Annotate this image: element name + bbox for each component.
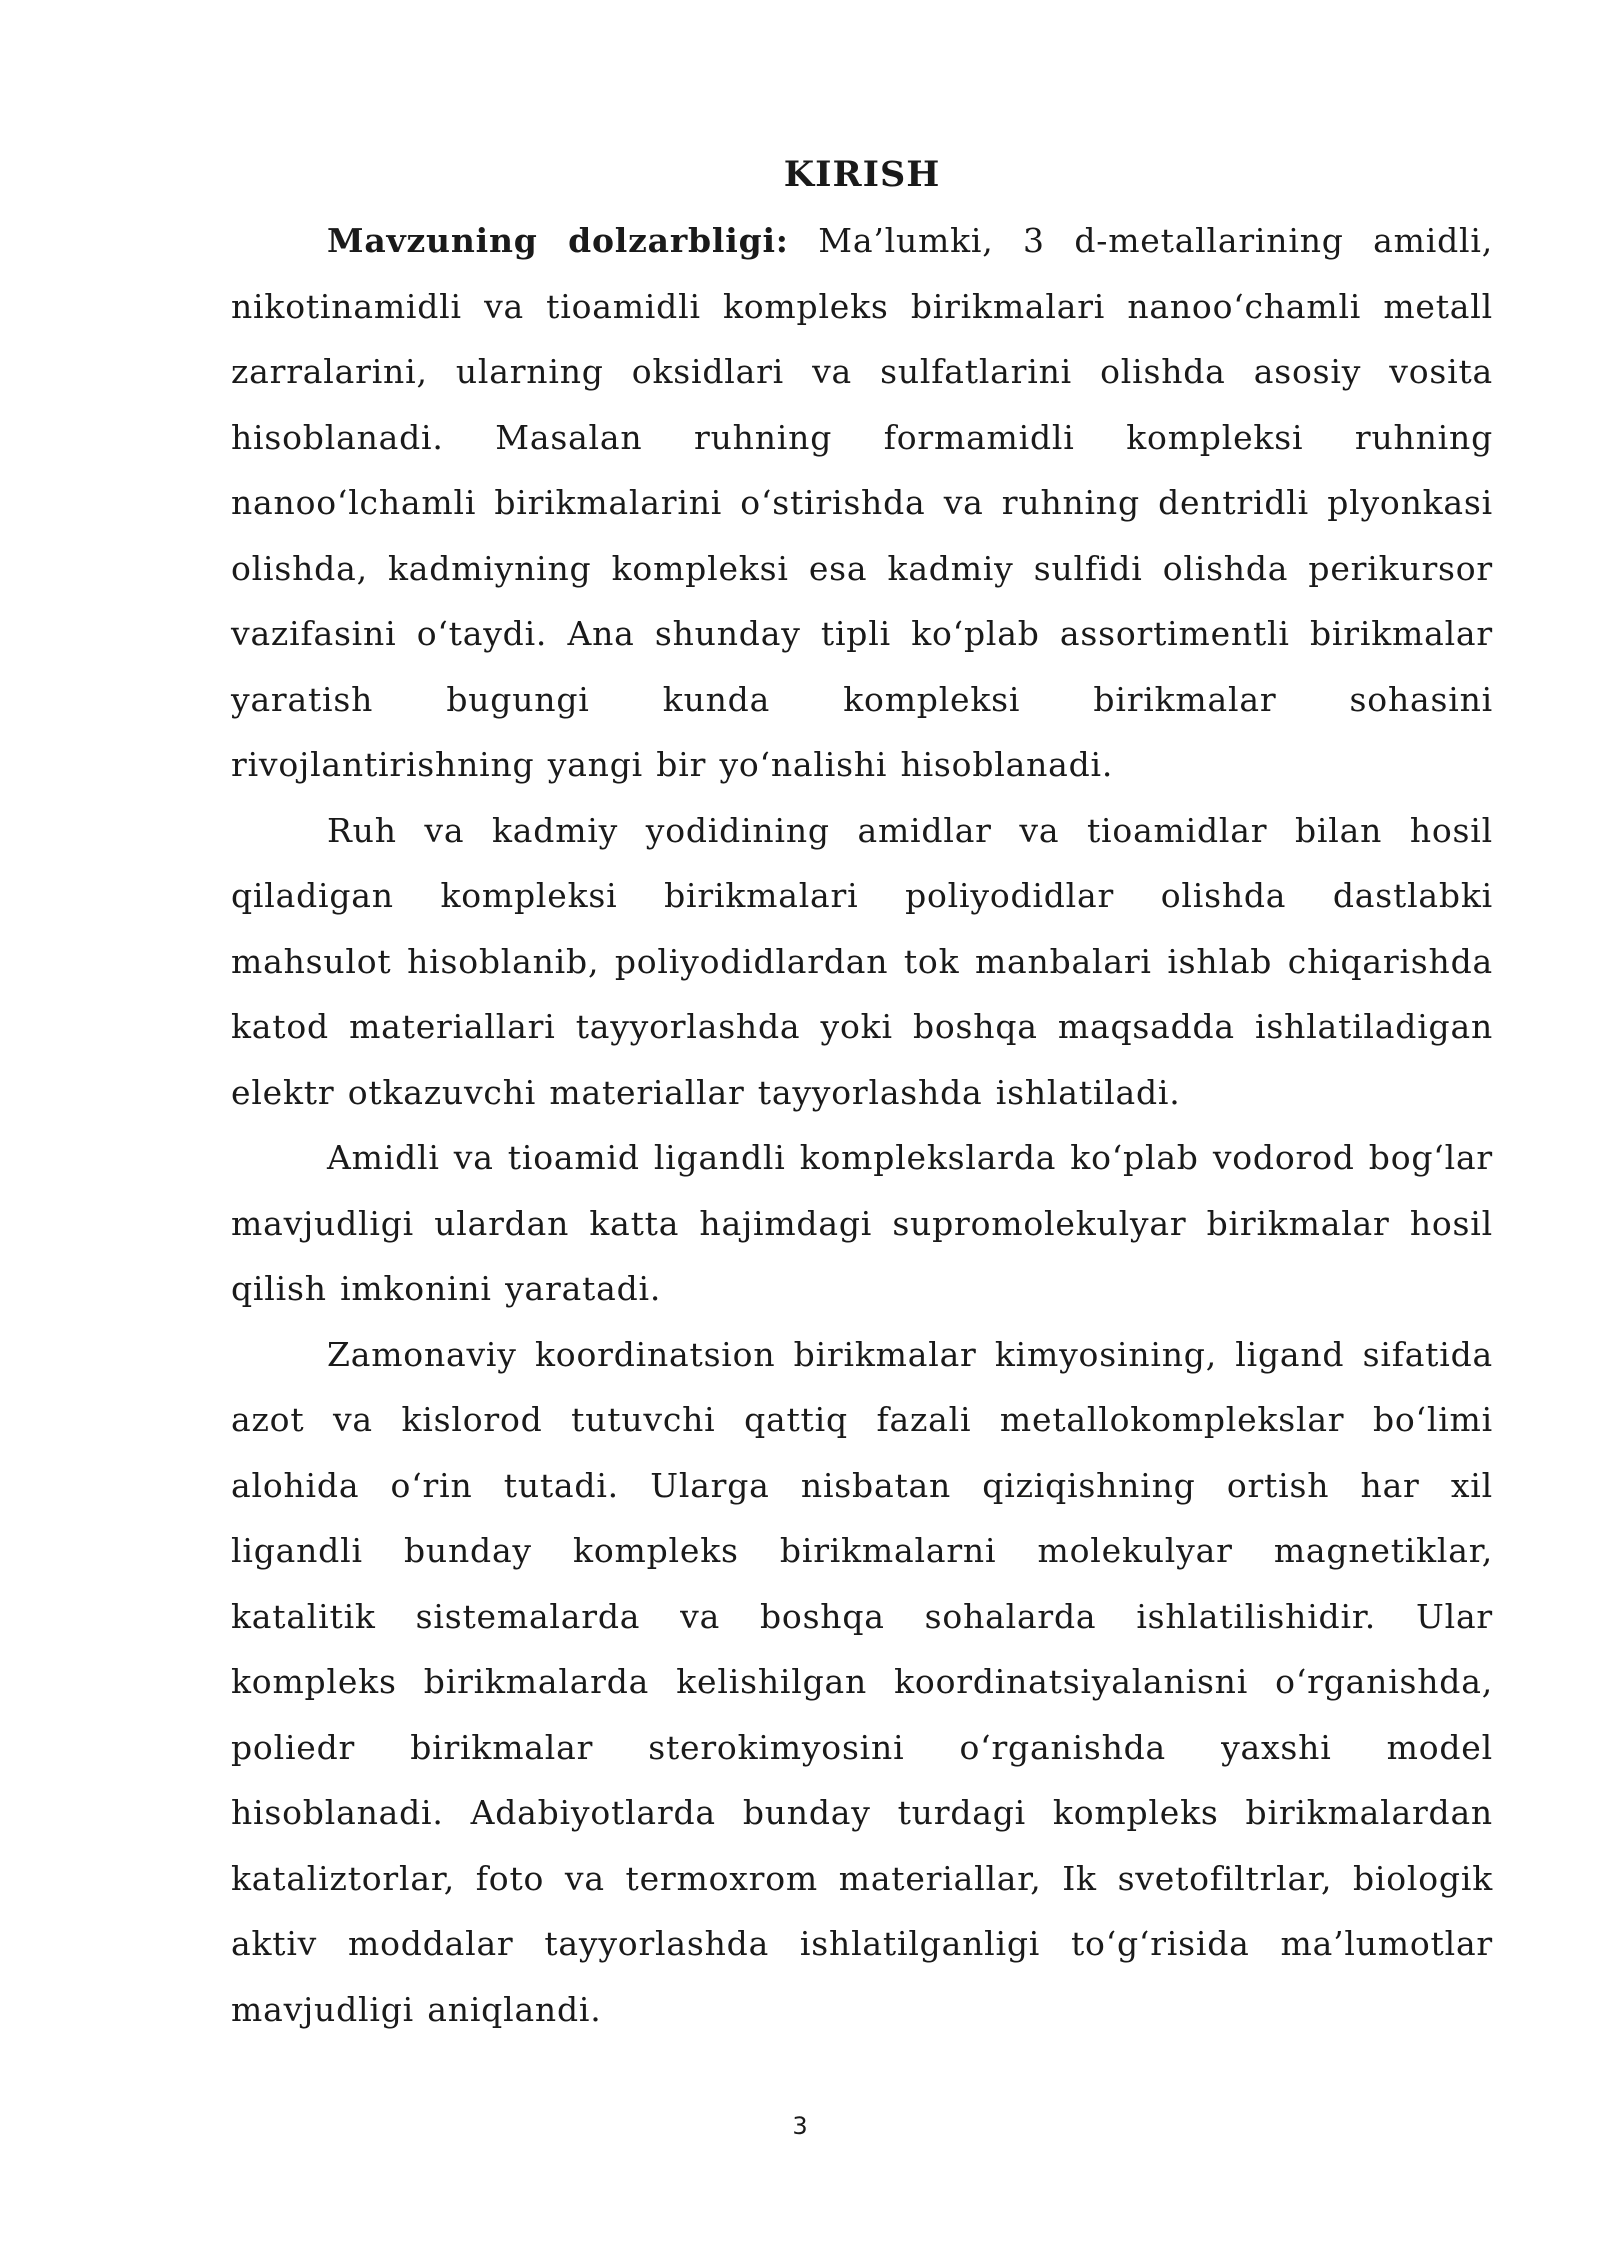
paragraph-lead: Mavzuning dolzarbligi: [327, 221, 789, 260]
document-page [231, 150, 1493, 2042]
paragraph-body: Zamonaviy koordinatsion birikmalar kimyosining, ligand sifatida azot va kislorod tutuvchi qattiq fazali metallokomplekslar bo‘limi alohida o‘rin tutadi. Ularga nisbatan qiziqishning ortish har xil ligandli bunday kompleks birikmalarni molekulyar magnetiklar, katalitik sistemalarda va boshqa sohalarda ishlatilishidir. Ular kompleks birikmalarda kelishilgan koordinatsiyalanisni o‘rganishda, poliedr birikmalar sterokimyosini o‘rganishda yaxshi model hisoblanadi. Adabiyotlarda bunday turdagi kompleks birikmalardan kataliztorlar, foto va termoxrom materiallar, Ik svetofiltrlar, biologik aktiv moddalar tayyorlashda ishlatilganligi to‘g‘risida ma’lumotlar mavjudligi aniqlandi. [231, 1334, 1493, 2029]
paragraph-body: Ruh va kadmiy yodidining amidlar va tioamidlar bilan hosil qiladigan kompleksi birikmalari poliyodidlar olishda dastlabki mahsulot hisoblanib, poliyodidlardan tok manbalari ishlab chiqarishda katod materiallari tayyorlashda yoki boshqa maqsadda ishlatiladigan elektr otkazuvchi materiallar tayyorlashda ishlatiladi. [231, 810, 1493, 1112]
page-number: 3 [792, 2112, 808, 2140]
section-heading: KIRISH [783, 154, 941, 195]
paragraph-text: Ma’lumki, 3 d-metallarining amidli, nikotinamidli va tioamidli kompleks birikmalari nanoo‘chamli metall zarralarini, ularning oksidlari va sulfatlarini olishda asosiy vosita hisoblanadi. Masalan ruhning formamidli kompleksi ruhning nanoo‘lchamli birikmalarini o‘stirishda va ruhning dentridli plyonkasi olishda, kadmiyning kompleksi esa kadmiy sulfidi olishda perikursor vazifasini o‘taydi. Ana shunday tipli ko‘plab assortimentli birikmalar yaratish bugungi kunda kompleksi birikmalar sohasini rivojlantirishning yangi bir yo‘nalishi hisoblanadi. [231, 221, 1494, 784]
paragraph-body: Amidli va tioamid ligandli komplekslarda ko‘plab vodorod bog‘lar mavjudligi ulardan katta hajimdagi supromolekulyar birikmalar hosil qilish imkonini yaratadi. [231, 1138, 1493, 1308]
paragraph-relevance [231, 208, 1493, 798]
